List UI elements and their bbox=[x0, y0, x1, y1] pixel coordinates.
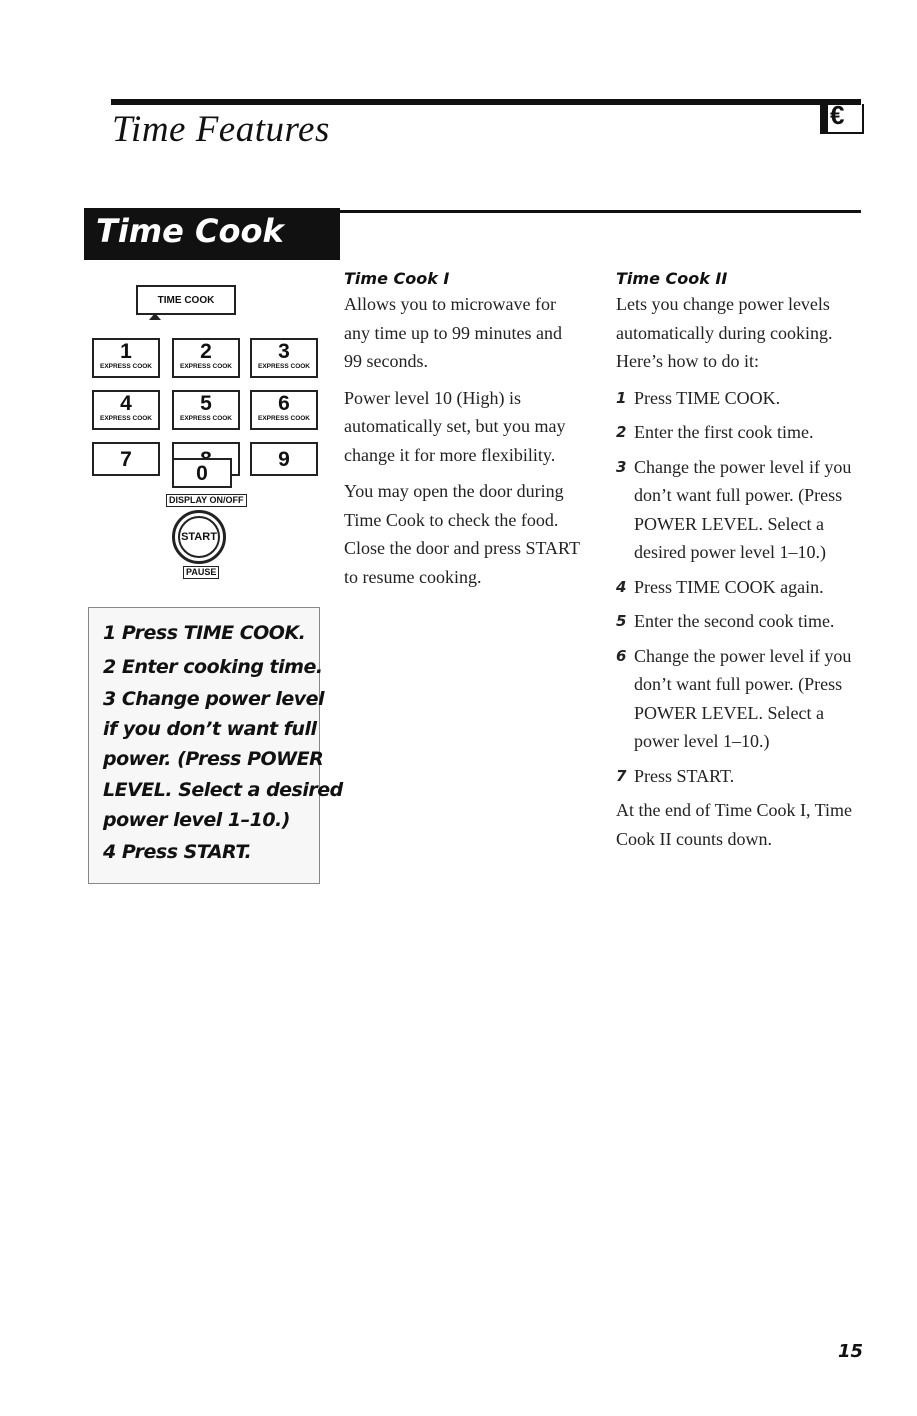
paragraph: At the end of Time Cook I, Time Cook II counts down. bbox=[616, 800, 853, 849]
summary-line: power. (Press POWER bbox=[103, 748, 324, 770]
pause-label: PAUSE bbox=[183, 566, 219, 579]
keypad-key-6: 6 EXPRESS COOK bbox=[250, 390, 318, 430]
time-cook-2-heading: Time Cook II bbox=[616, 269, 728, 288]
step-item: 1 Press TIME COOK. bbox=[616, 387, 781, 408]
display-on-off-label: DISPLAY ON/OFF bbox=[166, 494, 247, 507]
time-cook-key: TIME COOK bbox=[136, 285, 236, 315]
step-item: 7 Press START. bbox=[616, 765, 735, 786]
paragraph: Allows you to microwave for any time up to 99 minutes and 99 seconds. bbox=[344, 294, 562, 371]
keypad-key-1: 1 EXPRESS COOK bbox=[92, 338, 160, 378]
start-key bbox=[172, 510, 226, 564]
step-item: 3 Change the power level if you don’t want full power. (Press POWER LEVEL. Select a desired power level 1–10.) bbox=[616, 456, 852, 562]
summary-line: power level 1–10.) bbox=[103, 809, 290, 831]
step-item: 6 Change the power level if you don’t want full power. (Press POWER LEVEL. Select a power level 1–10.) bbox=[616, 645, 852, 751]
start-key-label: START bbox=[178, 516, 220, 558]
keypad-key-3: 3 EXPRESS COOK bbox=[250, 338, 318, 378]
summary-line: if you don’t want full bbox=[103, 718, 317, 740]
paragraph: Power level 10 (High) is automatically set, but you may change it for more flexibility. bbox=[344, 387, 566, 465]
time-cook-2-column bbox=[616, 268, 866, 861]
paragraph: You may open the door during Time Cook to check the food. Close the door and press START to resume cooking. bbox=[344, 481, 580, 587]
section-rule bbox=[340, 210, 861, 213]
keypad-key-4: 4 EXPRESS COOK bbox=[92, 390, 160, 430]
time-cook-1-heading: Time Cook I bbox=[344, 269, 450, 288]
summary-line: LEVEL. Select a desired bbox=[103, 779, 343, 801]
summary-line: 3 Change power level bbox=[103, 688, 325, 710]
keypad-key-7: 7 bbox=[92, 442, 160, 476]
pointer-arrow-icon bbox=[149, 313, 161, 320]
summary-line: 2 Enter cooking time. bbox=[103, 656, 323, 678]
section-banner bbox=[84, 208, 340, 260]
steps-summary-box bbox=[88, 607, 343, 884]
summary-line: 4 Press START. bbox=[103, 841, 252, 863]
paragraph: Lets you change power levels automatically during cooking. Here’s how to do it: bbox=[616, 294, 833, 371]
step-item: 5 Enter the second cook time. bbox=[616, 611, 835, 631]
keypad-key-5: 5 EXPRESS COOK bbox=[172, 390, 240, 430]
summary-line: 1 Press TIME COOK. bbox=[103, 622, 306, 644]
keypad-key-9: 9 bbox=[250, 442, 318, 476]
keypad-key-0: 0 bbox=[172, 458, 232, 488]
time-cook-1-column bbox=[344, 268, 584, 599]
ge-logo-icon: € bbox=[820, 104, 864, 134]
page-number: 15 bbox=[838, 1341, 864, 1362]
step-item: 4 Press TIME COOK again. bbox=[616, 576, 824, 597]
section-banner-label: Time Cook bbox=[96, 212, 284, 250]
step-item: 2 Enter the first cook time. bbox=[616, 422, 814, 442]
keypad-key-2: 2 EXPRESS COOK bbox=[172, 338, 240, 378]
header-rule bbox=[111, 99, 861, 105]
page-title: Time Features bbox=[112, 109, 330, 150]
